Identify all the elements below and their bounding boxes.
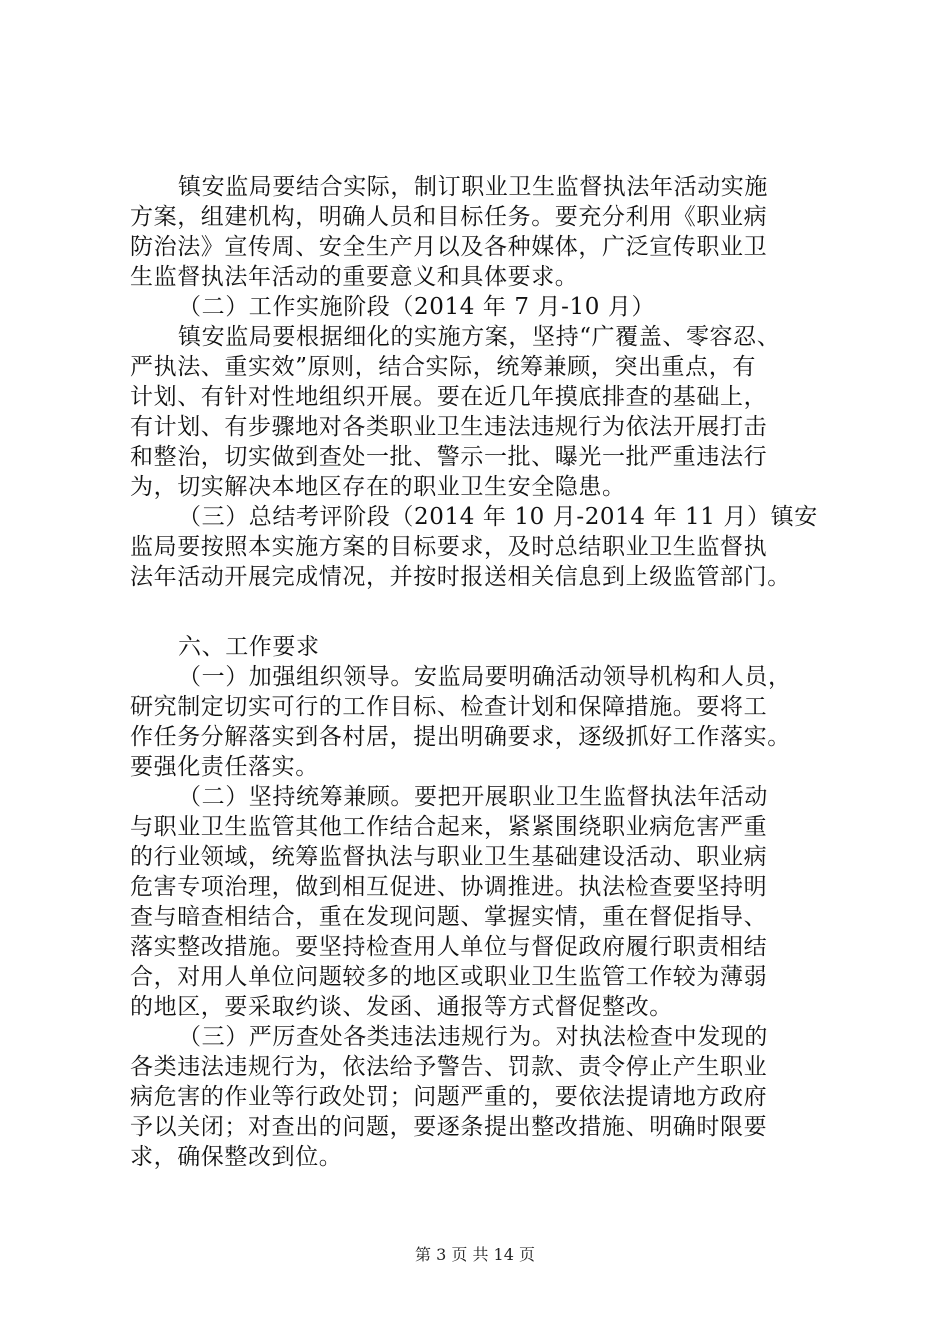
text-line: 有计划、有步骤地对各类职业卫生违法违规行为依法开展打击 xyxy=(130,414,768,440)
phase-3-paragraph xyxy=(130,502,830,592)
text-line: 病危害的作业等行政处罚；问题严重的，要依法提请地方政府 xyxy=(130,1084,768,1110)
text-line: 生监督执法年活动的重要意义和具体要求。 xyxy=(130,264,579,290)
text-line: 为，切实解决本地区存在的职业卫生安全隐患。 xyxy=(130,474,626,500)
text-line: （三）严厉查处各类违法违规行为。对执法检查中发现的 xyxy=(178,1024,768,1050)
text-line: 与职业卫生监管其他工作结合起来，紧紧围绕职业病危害严重 xyxy=(130,814,768,840)
text-line: 镇安监局要结合实际，制订职业卫生监督执法年活动实施 xyxy=(178,174,768,200)
text-line: 的行业领域，统筹监督执法与职业卫生基础建设活动、职业病 xyxy=(130,844,768,870)
text-line: 研究制定切实可行的工作目标、检查计划和保障措施。要将工 xyxy=(130,694,768,720)
text-line: 法年活动开展完成情况，并按时报送相关信息到上级监管部门。 xyxy=(130,564,791,590)
text-line: 危害专项治理，做到相互促进、协调推进。执法检查要坚持明 xyxy=(130,874,768,900)
requirement-3-paragraph xyxy=(130,1022,830,1172)
phase-2-paragraph xyxy=(130,322,830,502)
text-line: 严执法、重实效”原则，结合实际，统筹兼顾，突出重点，有 xyxy=(130,354,756,380)
text-line: （一）加强组织领导。安监局要明确活动领导机构和人员， xyxy=(178,664,792,690)
text-line: 各类违法违规行为，依法给予警告、罚款、责令停止产生职业 xyxy=(130,1054,768,1080)
text-line: 作任务分解落实到各村居，提出明确要求，逐级抓好工作落实。 xyxy=(130,724,791,750)
section-5-intro-paragraph xyxy=(130,172,830,292)
text-line: 防治法》宣传周、安全生产月以及各种媒体，广泛宣传职业卫 xyxy=(130,234,768,260)
text-line: 和整治，切实做到查处一批、警示一批、曝光一批严重违法行 xyxy=(130,444,768,470)
text-line: （二）坚持统筹兼顾。要把开展职业卫生监督执法年活动 xyxy=(178,784,768,810)
section-spacer xyxy=(130,592,830,632)
text-line: 合，对用人单位问题较多的地区或职业卫生监管工作较为薄弱 xyxy=(130,964,768,990)
text-line: 方案，组建机构，明确人员和目标任务。要充分利用《职业病 xyxy=(130,204,768,230)
text-line: 镇安监局要根据细化的实施方案，坚持“广覆盖、零容忍、 xyxy=(178,324,781,350)
document-body xyxy=(130,172,830,1172)
text-line: 求，确保整改到位。 xyxy=(130,1144,343,1170)
requirement-2-paragraph xyxy=(130,782,830,1022)
text-line: 监局要按照本实施方案的目标要求，及时总结职业卫生监督执 xyxy=(130,534,768,560)
text-line: 落实整改措施。要坚持检查用人单位与督促政府履行职责相结 xyxy=(130,934,768,960)
text-line: 计划、有针对性地组织开展。要在近几年摸底排查的基础上， xyxy=(130,384,768,410)
text-line: 予以关闭；对查出的问题，要逐条提出整改措施、明确时限要 xyxy=(130,1114,768,1140)
text-line: 要强化责任落实。 xyxy=(130,754,319,780)
text-line: 的地区，要采取约谈、发函、通报等方式督促整改。 xyxy=(130,994,673,1020)
section-6-heading: 六、工作要求 xyxy=(178,634,320,660)
requirement-1-paragraph xyxy=(130,662,830,782)
phase-2-heading: （二）工作实施阶段（2014 年 7 月-10 月） xyxy=(178,294,656,320)
text-line: （三）总结考评阶段（2014 年 10 月-2014 年 11 月）镇安 xyxy=(178,504,818,530)
text-line: 查与暗查相结合，重在发现问题、掌握实情，重在督促指导、 xyxy=(130,904,768,930)
page-number-footer: 第 3 页 共 14 页 xyxy=(415,1245,535,1264)
